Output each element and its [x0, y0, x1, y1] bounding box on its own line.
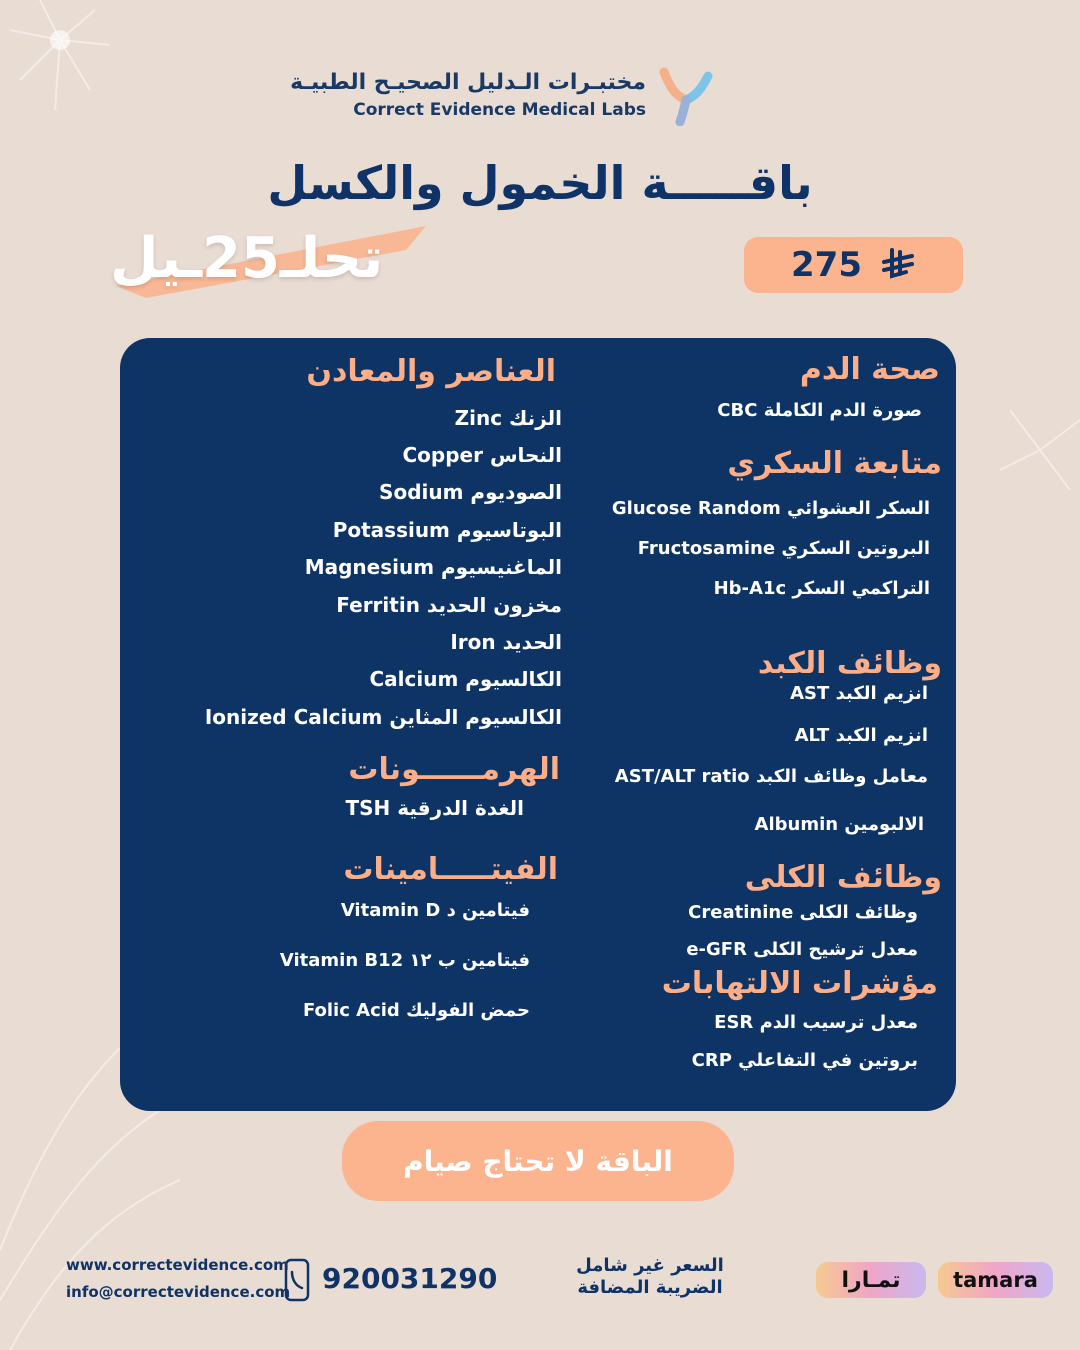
- section-heading-blood: صحة الدم: [799, 352, 940, 387]
- email-link[interactable]: info@correctevidence.com: [66, 1283, 291, 1301]
- phone-icon: [284, 1258, 310, 1302]
- no-fasting-text: الباقة لا تحتاج صيام: [403, 1144, 673, 1178]
- package-title: باقـــــة الخمول والكسل: [267, 156, 813, 210]
- test-item: الماغنيسيوم Magnesium: [304, 555, 562, 579]
- tamara-badge: tamara: [938, 1262, 1053, 1298]
- test-item: معدل ترشيح الكلى e-GFR: [686, 939, 918, 960]
- test-item: انزيم الكبد AST: [790, 683, 928, 704]
- tests-card: [120, 338, 956, 1111]
- no-fasting-badge: [342, 1121, 734, 1201]
- section-heading-liver: وظائف الكبد: [757, 646, 942, 681]
- test-item: النحاس Copper: [402, 443, 562, 467]
- test-item: البوتاسيوم Potassium: [332, 518, 562, 542]
- tamara-arabic-badge: تمـارا: [816, 1262, 926, 1298]
- website-link[interactable]: www.correctevidence.com: [66, 1256, 289, 1274]
- test-item: الحديد Iron: [450, 630, 562, 654]
- section-heading-inflammation: مؤشرات الالتهابات: [661, 966, 938, 1001]
- test-item: حمض الفوليك Folic Acid: [302, 1000, 530, 1021]
- test-item: صورة الدم الكاملة CBC: [717, 400, 922, 421]
- test-item: الكالسيوم المثاين Ionized Calcium: [204, 705, 562, 729]
- vat-line-2: الضريبة المضافة: [577, 1277, 723, 1298]
- test-item: معامل وظائف الكبد AST/ALT ratio: [614, 766, 928, 787]
- vat-note: [560, 1255, 740, 1299]
- lab-logo: [290, 66, 720, 126]
- vat-line-1: السعر غير شامل: [576, 1255, 724, 1276]
- price-badge: [744, 237, 963, 293]
- section-heading-vitamins: الفيتـــــامينات: [343, 852, 558, 887]
- test-item: التراكمي السكر Hb-A1c: [713, 578, 930, 599]
- test-item: الزنك Zinc: [454, 406, 562, 430]
- test-item: انزيم الكبد ALT: [794, 725, 928, 746]
- test-item: بروتين في التفاعلي CRP: [691, 1050, 918, 1071]
- phone-number[interactable]: 920031290: [322, 1262, 498, 1295]
- test-item: الكالسيوم Calcium: [369, 667, 562, 691]
- test-item: البروتين السكري Fructosamine: [637, 538, 930, 559]
- tests-count: تحلـ25ـيل: [110, 226, 384, 291]
- section-heading-kidney: وظائف الكلى: [744, 860, 942, 895]
- saudi-riyal-icon: [880, 248, 916, 282]
- test-item: السكر العشوائي Glucose Random: [611, 498, 930, 519]
- test-item: وظائف الكلى Creatinine: [688, 902, 918, 923]
- test-item: فيتامين د Vitamin D: [340, 900, 530, 921]
- test-item: فيتامين ب ١٢ Vitamin B12: [279, 950, 530, 971]
- section-heading-minerals: العناصر والمعادن: [306, 354, 556, 389]
- brand-name-english: Correct Evidence Medical Labs: [353, 100, 646, 120]
- section-heading-diabetes: متابعة السكري: [727, 446, 942, 481]
- section-heading-hormones: الهرمــــــونات: [348, 752, 560, 787]
- test-item: معدل ترسيب الدم ESR: [714, 1012, 918, 1033]
- brand-name-arabic: مختبـرات الـدليل الصحيـح الطبيـة: [290, 70, 646, 95]
- test-item: الالبومين Albumin: [754, 814, 924, 835]
- price-value: 275: [791, 245, 862, 285]
- test-item: الصوديوم Sodium: [379, 480, 562, 504]
- test-item: مخزون الحديد Ferritin: [336, 593, 562, 617]
- test-item: الغدة الدرقية TSH: [345, 796, 524, 820]
- logo-mark-icon: [656, 66, 720, 126]
